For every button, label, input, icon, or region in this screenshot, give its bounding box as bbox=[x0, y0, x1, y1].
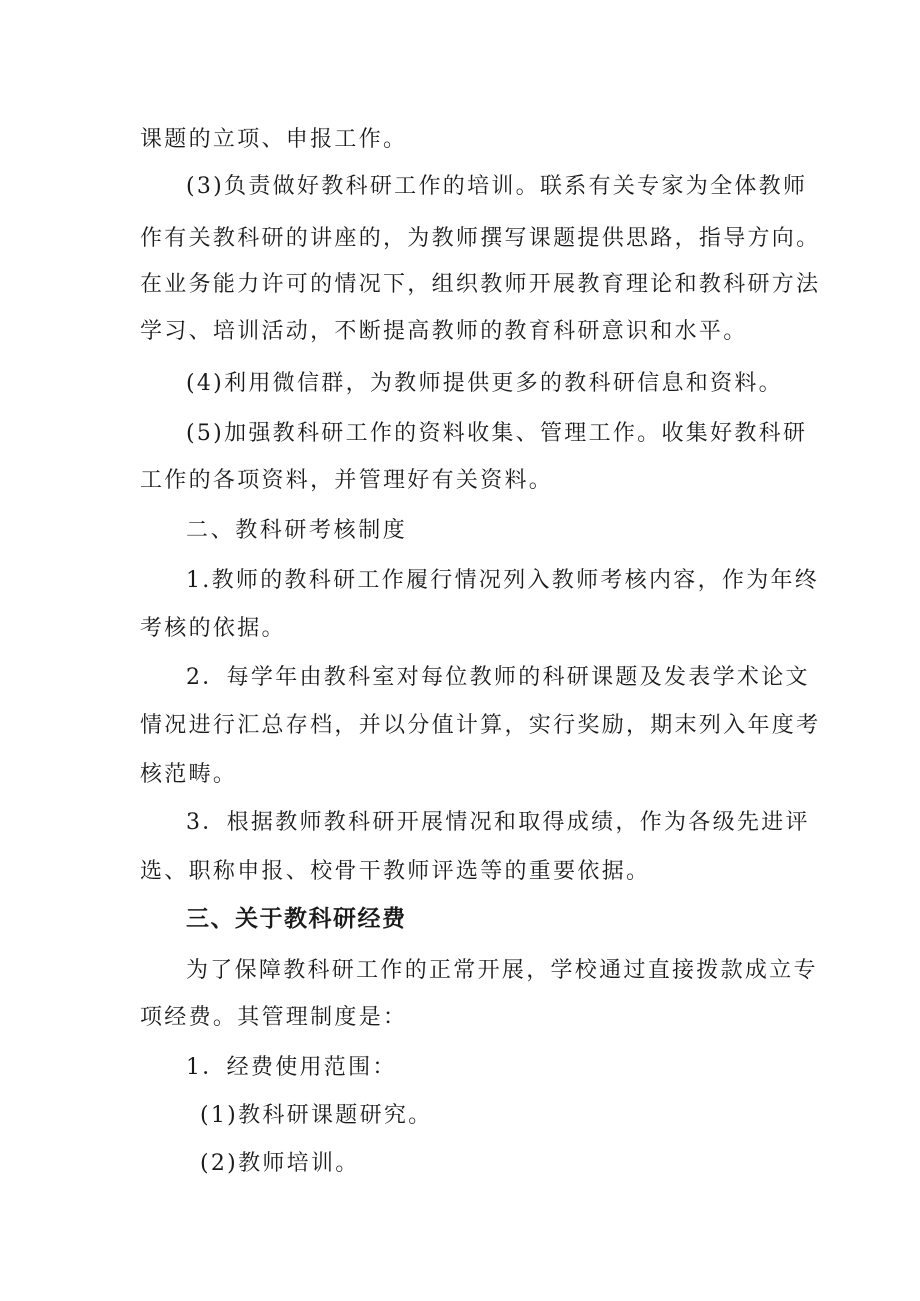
paragraph-line: (3)负责做好教科研工作的培训。联系有关专家为全体教师 bbox=[186, 174, 808, 199]
paragraph-line: 2．每学年由教科室对每位教师的科研课题及发表学术论文 bbox=[186, 665, 810, 690]
paragraph-line: (5)加强教科研工作的资料收集、管理工作。收集好教科研 bbox=[186, 421, 808, 446]
paragraph-line: 在业务能力许可的情况下，组织教师开展教育理论和教科研方法 bbox=[140, 272, 821, 297]
paragraph-line: 工作的各项资料，并管理好有关资料。 bbox=[140, 468, 554, 493]
paragraph-line: 课题的立项、申报工作。 bbox=[140, 127, 408, 152]
paragraph-line: 1．经费使用范围： bbox=[186, 1055, 397, 1080]
paragraph-line: 项经费。其管理制度是： bbox=[140, 1005, 408, 1030]
section-heading: 三、关于教科研经费 bbox=[186, 906, 407, 932]
paragraph-line: 选、职称申报、校骨干教师评选等的重要依据。 bbox=[140, 859, 651, 884]
paragraph-line: 考核的依据。 bbox=[140, 616, 286, 641]
list-item: (1)教科研课题研究。 bbox=[200, 1103, 433, 1128]
paragraph-line: 核范畴。 bbox=[140, 762, 238, 787]
paragraph-line: 情况进行汇总存档，并以分值计算，实行奖励，期末列入年度考 bbox=[140, 713, 821, 738]
paragraph-line: 学习、培训活动，不断提高教师的教育科研意识和水平。 bbox=[140, 319, 748, 344]
paragraph-line: 3．根据教师教科研开展情况和取得成绩，作为各级先进评 bbox=[186, 810, 810, 835]
section-heading: 二、教科研考核制度 bbox=[186, 518, 408, 543]
paragraph-line: 作有关教科研的讲座的，为教师撰写课题提供思路，指导方向。 bbox=[140, 226, 821, 251]
list-item: (2)教师培训。 bbox=[200, 1151, 360, 1176]
paragraph-line: (4)利用微信群，为教师提供更多的教科研信息和资料。 bbox=[186, 371, 783, 396]
paragraph-line: 1.教师的教科研工作履行情况列入教师考核内容，作为年终 bbox=[186, 568, 820, 593]
paragraph-line: 为了保障教科研工作的正常开展，学校通过直接拨款成立专 bbox=[186, 958, 818, 983]
